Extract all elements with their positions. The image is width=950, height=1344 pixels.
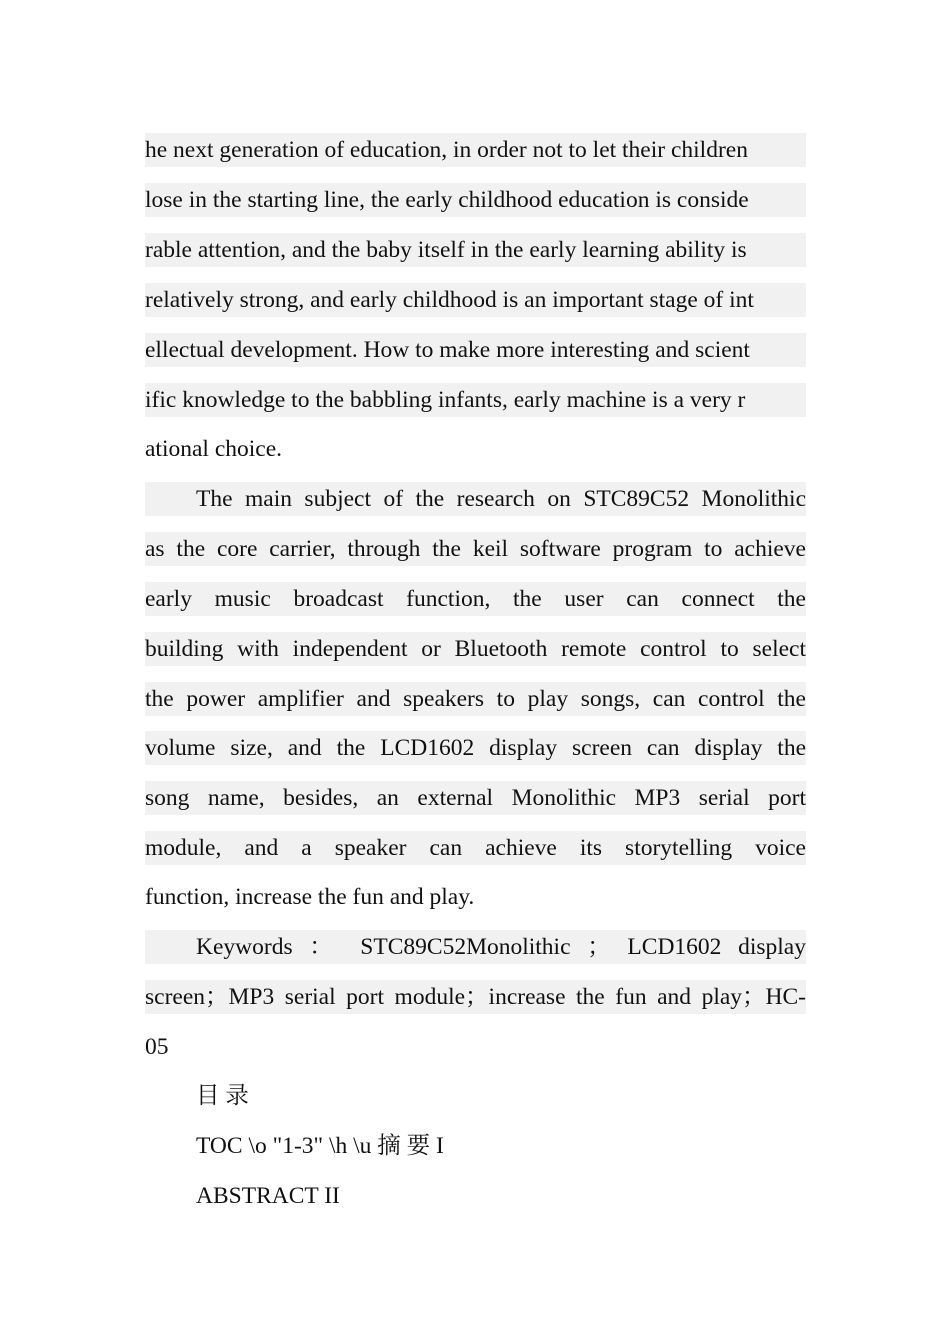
text-line: early music broadcast function, the user can connect the	[145, 586, 806, 612]
text-line: ific knowledge to the babbling infants, early machine is a very r	[145, 387, 746, 413]
toc-entry-abstract: ABSTRACT II	[196, 1183, 340, 1209]
text-line: volume size, and the LCD1602 display screen can display the	[145, 735, 806, 761]
text-line: the power amplifier and speakers to play songs, can control the	[145, 686, 806, 712]
text-line: The main subject of the research on STC89C52 Monolithic	[196, 486, 806, 512]
text-line: function, increase the fun and play.	[145, 884, 475, 910]
text-line: ellectual development. How to make more interesting and scient	[145, 337, 750, 363]
toc-field-code: TOC \o "1-3" \h \u 摘 要 I	[196, 1133, 444, 1159]
text-line: song name, besides, an external Monolithic MP3 serial port	[145, 785, 806, 811]
text-line: ational choice.	[145, 436, 283, 462]
text-line: rable attention, and the baby itself in the early learning ability is	[145, 237, 747, 263]
text-line: he next generation of education, in order not to let their children	[145, 137, 748, 163]
text-line: lose in the starting line, the early childhood education is conside	[145, 187, 749, 213]
keywords-line: 05	[145, 1034, 169, 1060]
text-line: relatively strong, and early childhood is an important stage of int	[145, 287, 754, 313]
keywords-line: screen；MP3 serial port module；increase the fun and play；HC-	[145, 984, 806, 1010]
text-line: building with independent or Bluetooth remote control to select	[145, 636, 806, 662]
toc-heading: 目 录	[196, 1083, 249, 1109]
text-line: module, and a speaker can achieve its storytelling voice	[145, 835, 806, 861]
keywords-line: Keywords ： STC89C52Monolithic ； LCD1602 display	[196, 934, 806, 960]
text-line: as the core carrier, through the keil software program to achieve	[145, 536, 806, 562]
